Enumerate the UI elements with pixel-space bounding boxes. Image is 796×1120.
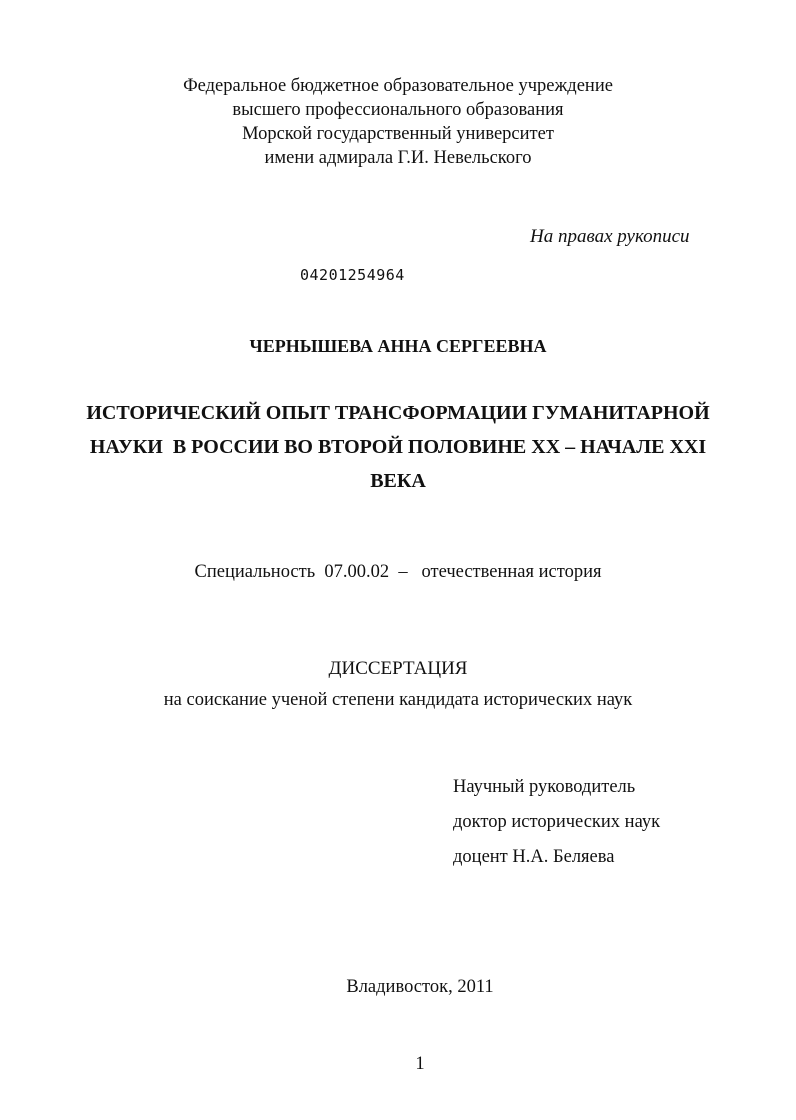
institution-line: высшего профессионального образования	[232, 100, 564, 120]
supervisor-line: доктор исторических наук	[453, 812, 661, 832]
institution-block	[0, 74, 796, 170]
supervisor-line: доцент Н.А. Беляева	[453, 847, 615, 867]
supervisor-line: Научный руководитель	[453, 777, 636, 797]
registration-code: 04201254964	[300, 266, 405, 284]
institution-line: Морской государственный университет	[242, 124, 554, 144]
dissertation-title	[0, 396, 796, 498]
institution-line: имени адмирала Г.И. Невельского	[264, 148, 532, 168]
place-year: Владивосток, 2011	[346, 977, 494, 997]
title-line: ИСТОРИЧЕСКИЙ ОПЫТ ТРАНСФОРМАЦИИ ГУМАНИТАРНОЙ	[86, 402, 710, 424]
supervisor-block	[453, 770, 660, 875]
work-type: ДИССЕРТАЦИЯ	[328, 658, 468, 679]
author-name: ЧЕРНЫШЕВА АННА СЕРГЕЕВНА	[249, 336, 547, 356]
degree-line: на соискание ученой степени кандидата исторических наук	[163, 690, 633, 710]
specialty-line: Специальность 07.00.02 – отечественная история	[194, 562, 602, 582]
manuscript-note: На правах рукописи	[530, 226, 690, 247]
title-line: ВЕКА	[370, 470, 426, 492]
title-line: НАУКИ В РОССИИ ВО ВТОРОЙ ПОЛОВИНЕ XX – НАЧАЛЕ XXI	[89, 436, 707, 458]
page-number: 1	[415, 1054, 425, 1074]
institution-line: Федеральное бюджетное образовательное учреждение	[183, 76, 613, 96]
